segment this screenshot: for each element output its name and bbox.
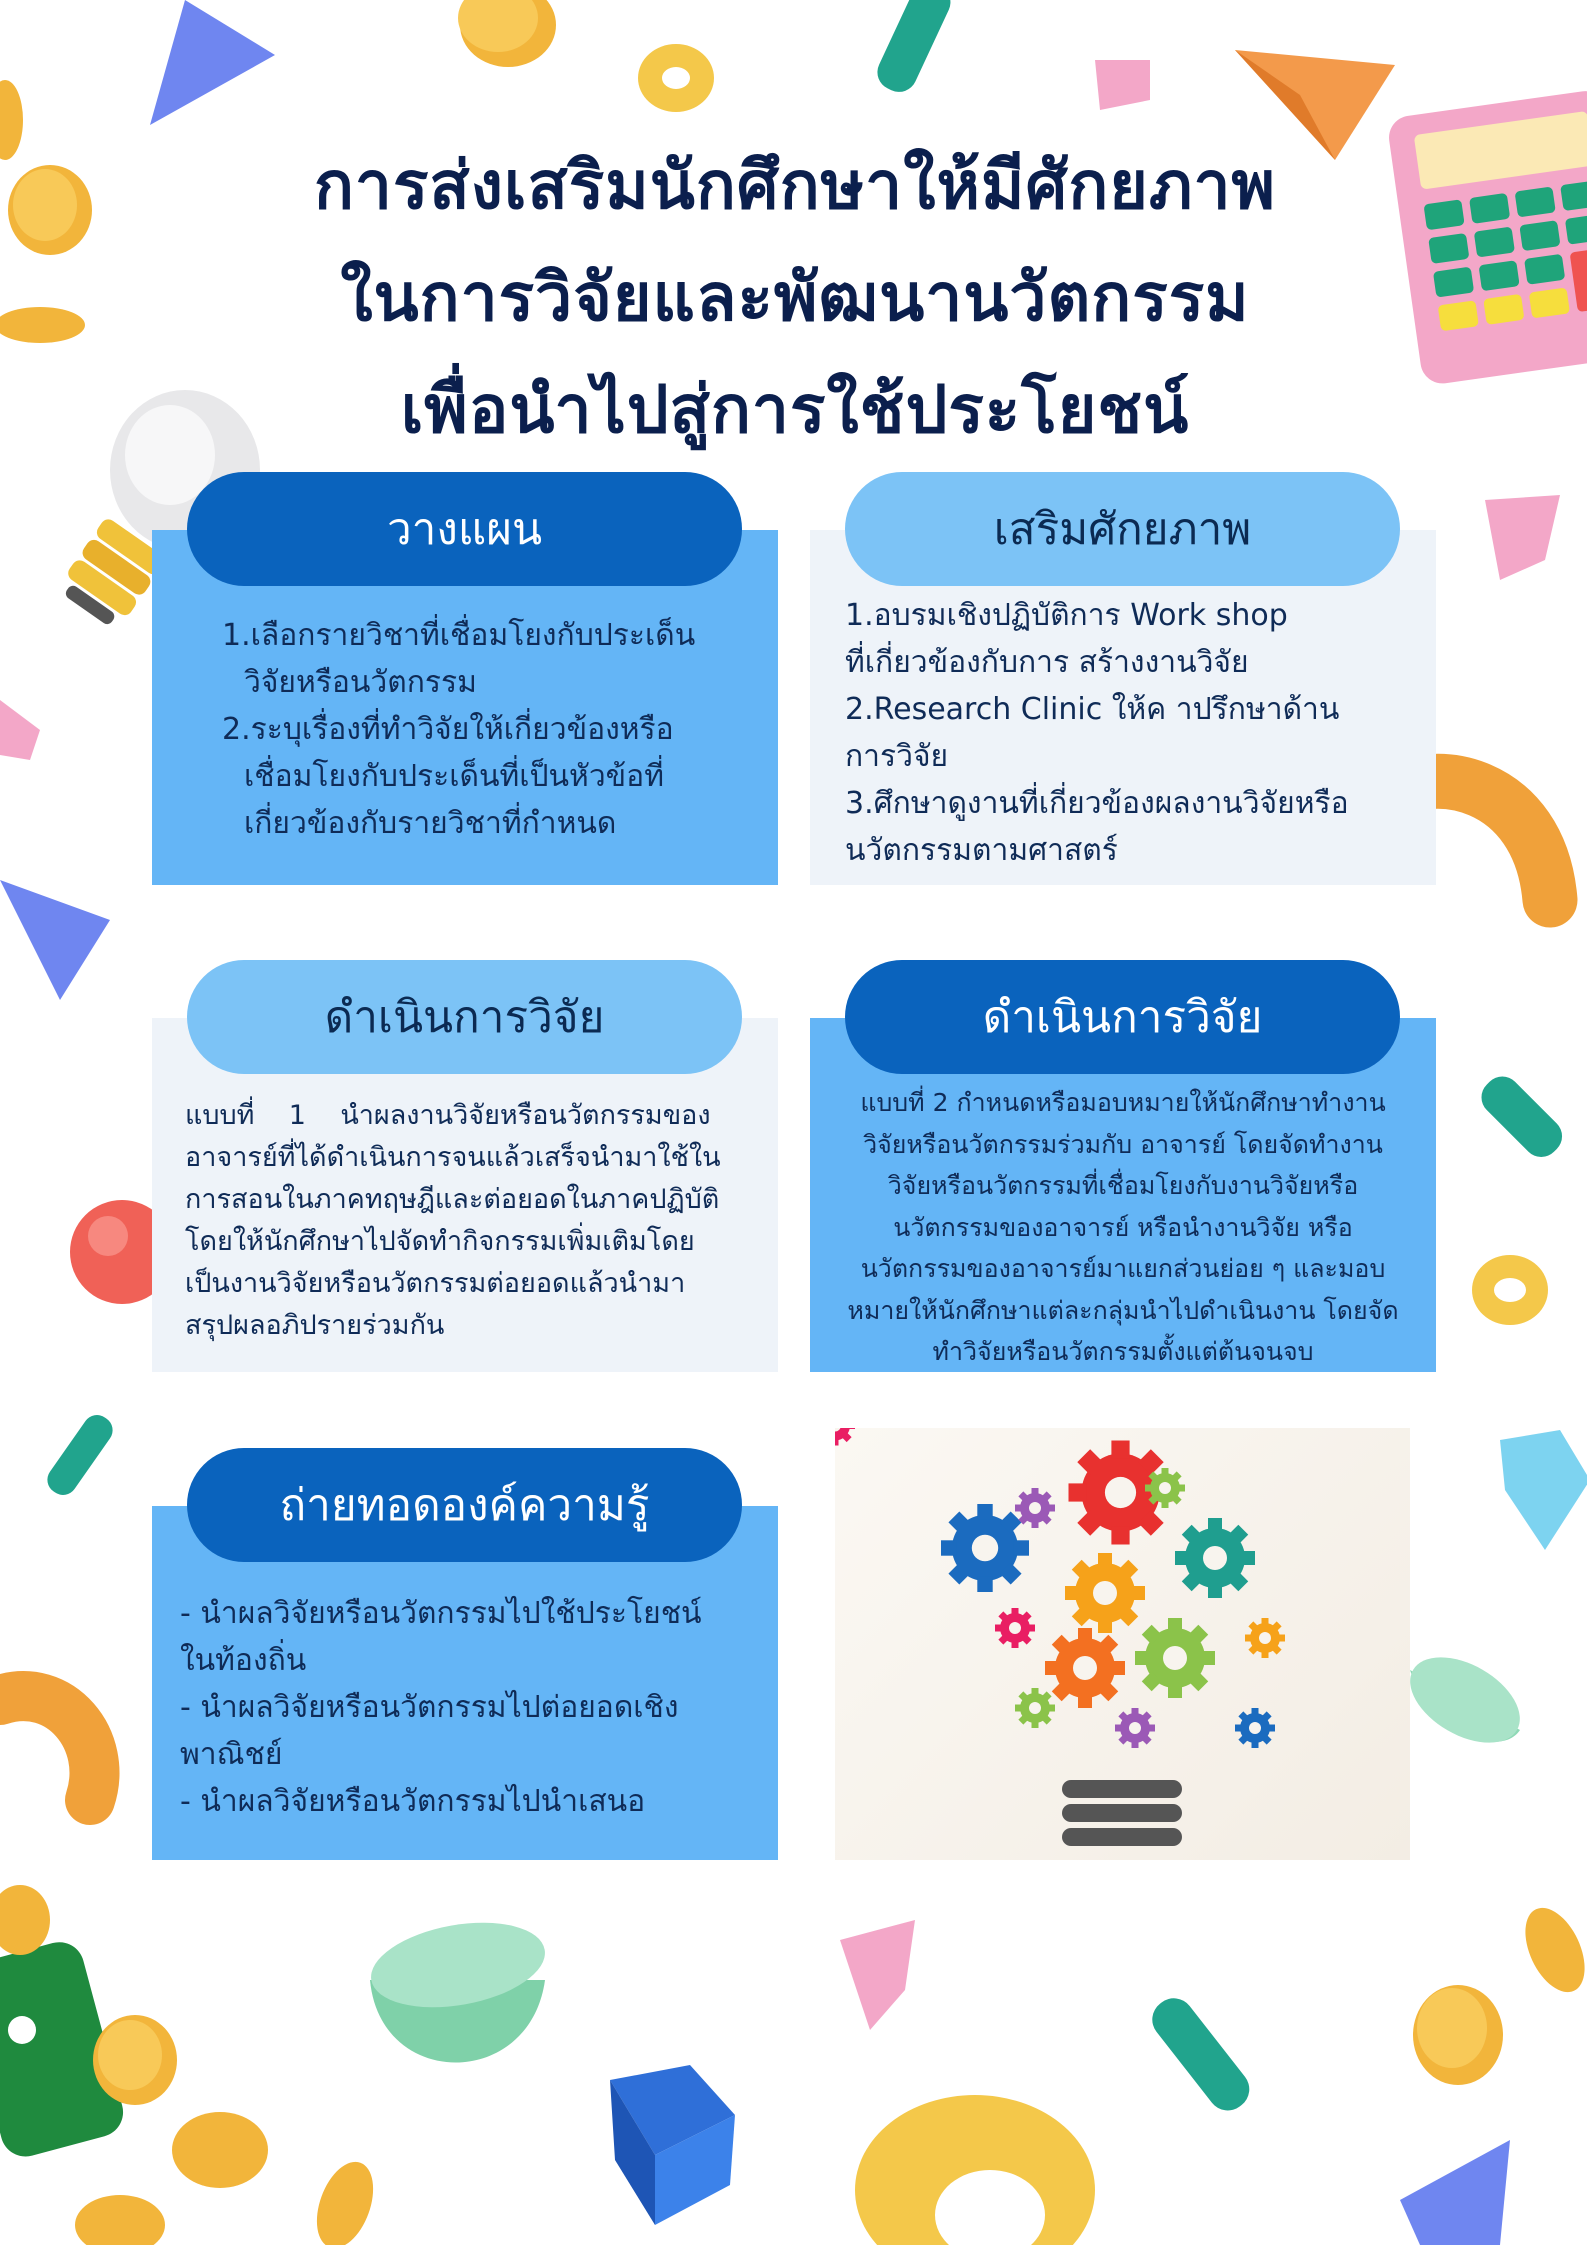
card-heading: ถ่ายทอดองค์ความรู้ xyxy=(187,1448,742,1562)
card-knowledge-transfer xyxy=(152,1448,778,1860)
card-body: แบบที่ 1 นำผลงานวิจัยหรือนวัตกรรมของ อาจารย์ที่ได้ดำเนินการจนแล้วเสร็จนำมาใช้ใน การสอนในภาคทฤษฎีและต่อยอดในภาคปฏิบัติ โดยให้นักศึกษาไปจัดทำกิจกรรมเพิ่มเติมโดย เป็นงานวิจัยหรือนวัตกรรมต่อยอดแล้วนำมา สรุปผลอภิปรายร่วมกัน xyxy=(185,1100,721,1341)
coin-shape xyxy=(172,2112,268,2188)
stair-shape xyxy=(1485,495,1560,580)
gear-lightbulb-icon xyxy=(835,1428,1410,1860)
card-research-type2 xyxy=(810,960,1436,1372)
illustration-panel xyxy=(835,1428,1410,1860)
macaroni-shape xyxy=(0,1696,94,1800)
card-body: - นำผลวิจัยหรือนวัตกรรมไปใช้ประโยชน์ ในท้องถิ่น - นำผลวิจัยหรือนวัตกรรมไปต่อยอดเชิง พาณิชย์ - นำผลวิจัยหรือนวัตกรรมไปนำเสนอ xyxy=(180,1596,702,1819)
card-heading: เสริมศักยภาพ xyxy=(845,472,1400,586)
coin-shape xyxy=(0,80,23,160)
cone-shape xyxy=(0,880,110,1000)
card-body: 1.อบรมเชิงปฏิบัติการ Work shop ที่เกี่ยวข้องกับการ สร้างงานวิจัย 2.Research Clinic ให้ค าปรึกษาด้าน การวิจัย 3.ศึกษาดูงานที่เกี่ยวข้องผลงานวิจัยหรือ นวัตกรรมตามศาสตร์ xyxy=(845,598,1349,868)
title-line-1: การส่งเสริมนักศึกษาให้มีศักยภาพ xyxy=(313,147,1277,224)
card-heading: ดำเนินการวิจัย xyxy=(845,960,1400,1074)
card-body: แบบที่ 2 กำหนดหรือมอบหมายให้นักศึกษาทำงาน วิจัยหรือนวัตกรรมร่วมกับ อาจารย์ โดยจัดทำงาน วิจัยหรือนวัตกรรมที่เชื่อมโยงกับงานวิจัยหรือ นวัตกรรมของอาจารย์ หรือนำงานวิจัย หรือ นวัตกรรมของอาจารย์มาแยกส่วนย่อย ๆ และมอบ หมายให้นักศึกษาแต่ละกลุ่มนำไปดำเนินงาน โดยจัด ทำวิจัยหรือนวัตกรรมตั้งแต่ต้นจนจบ xyxy=(847,1088,1399,1366)
diamond-shape xyxy=(1500,1430,1587,1550)
card-research-type1 xyxy=(152,960,778,1372)
card-heading: ดำเนินการวิจัย xyxy=(187,960,742,1074)
card-enhance xyxy=(810,472,1436,885)
page-title xyxy=(60,130,1530,466)
cylinder-shape xyxy=(1144,1990,1257,2118)
cylinder-shape xyxy=(872,0,957,98)
cylinder-shape xyxy=(1474,1069,1569,1164)
stair-shape xyxy=(0,700,40,760)
cone-shape xyxy=(1400,2140,1510,2245)
cone-shape xyxy=(150,0,275,125)
coin-shape xyxy=(306,2154,384,2245)
card-heading: วางแผน xyxy=(187,472,742,586)
coin-shape xyxy=(1513,1899,1587,2002)
coin-shape xyxy=(0,1885,50,1955)
coin-shape xyxy=(75,2195,165,2245)
card-plan xyxy=(152,472,778,885)
stair-shape xyxy=(1095,60,1150,110)
stair-shape xyxy=(840,1920,915,2030)
title-line-2: ในการวิจัยและพัฒนานวัตกรรม xyxy=(340,259,1250,336)
title-line-3: เพื่อนำไปสู่การใช้ประโยชน์ xyxy=(400,371,1190,448)
card-body: 1.เลือกรายวิชาที่เชื่อมโยงกับประเด็น วิจัยหรือนวัตกรรม 2.ระบุเรื่องที่ทำวิจัยให้เกี่ยวข้องหรือ เชื่อมโยงกับประเด็นที่เป็นหัวข้อที่ เกี่ยวข้องกับรายวิชาที่กำหนด xyxy=(222,618,696,841)
cylinder-shape xyxy=(42,1410,118,1501)
